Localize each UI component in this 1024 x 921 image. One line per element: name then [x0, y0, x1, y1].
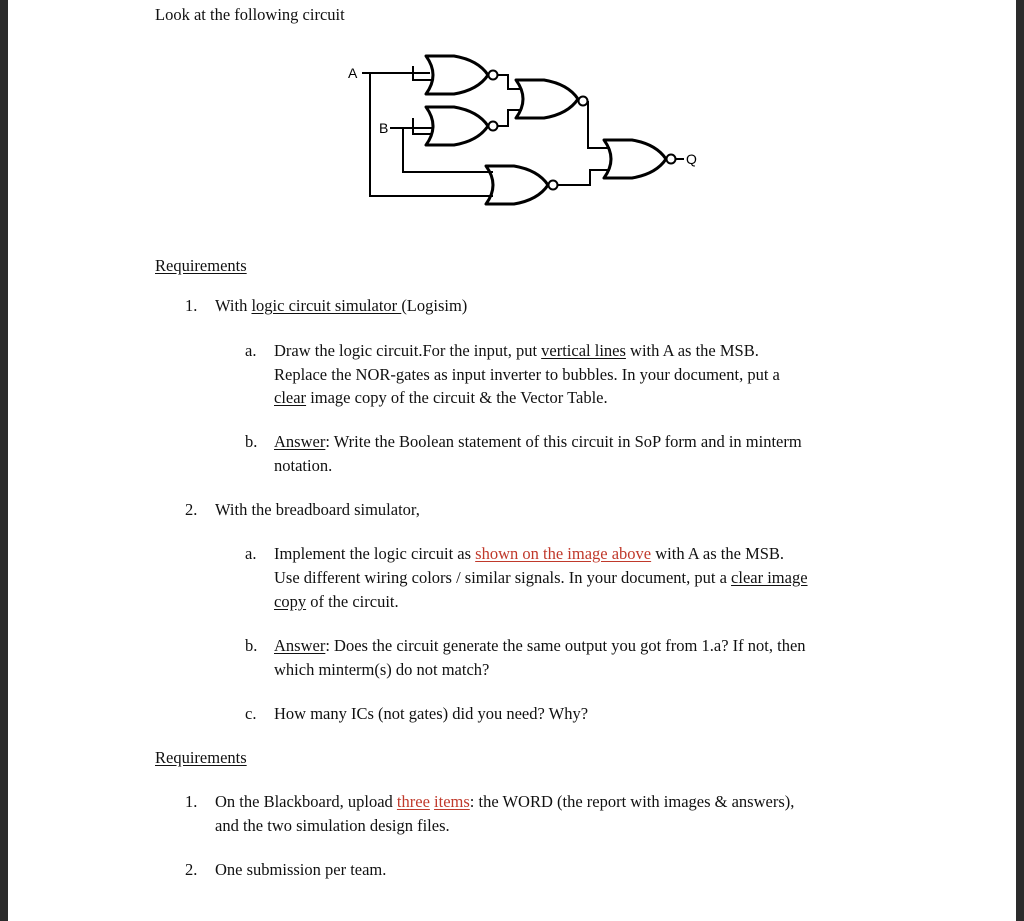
- item-1b-line-2: notation.: [274, 456, 333, 475]
- nor-gate-1: [426, 56, 488, 94]
- answer-link[interactable]: Answer: [274, 636, 326, 655]
- answer-link[interactable]: Answer: [274, 432, 326, 451]
- section-title: Requirements: [155, 256, 247, 275]
- item-1-text: With logic circuit simulator (Logisim): [215, 296, 468, 315]
- wire: [413, 118, 432, 134]
- clear-image-link[interactable]: clear image: [731, 568, 808, 587]
- item-number: 2.: [185, 500, 198, 519]
- logic-simulator-link[interactable]: logic circuit simulator: [251, 296, 402, 315]
- item-1b-line-1: Answer: Write the Boolean statement of this circuit in SoP form and in minterm: [274, 432, 802, 451]
- item-2b-line-2: which minterm(s) do not match?: [274, 660, 490, 679]
- sub-marker: b.: [245, 636, 258, 655]
- inverter-bubble: [549, 181, 558, 190]
- heading: Look at the following circuit: [155, 5, 345, 24]
- label-q: Q: [686, 151, 697, 167]
- document-page: [8, 0, 1016, 921]
- nor-gate-3: [516, 80, 578, 118]
- item-2b-line-1: Answer: Does the circuit generate the same output you got from 1.a? If not, then: [274, 636, 806, 655]
- nor-gate-4: [486, 166, 548, 204]
- label-b: B: [379, 120, 389, 136]
- item-2a-line-3: copy of the circuit.: [274, 592, 399, 611]
- nor-gate-5: [604, 140, 666, 178]
- submission-text: One submission per team.: [215, 860, 387, 879]
- items-link[interactable]: items: [434, 792, 470, 811]
- inverter-bubble: [579, 97, 588, 106]
- image-above-link[interactable]: shown on the image above: [475, 544, 652, 563]
- item-number: 1.: [185, 296, 198, 315]
- label-a: A: [348, 65, 358, 81]
- item-1a-line-1: Draw the logic circuit.For the input, put vertical lines with A as the MSB.: [274, 341, 759, 360]
- sub-marker: a.: [245, 341, 257, 360]
- upload-line-1: On the Blackboard, upload three items: the WORD (the report with images & answers),: [215, 792, 795, 811]
- item-1a-line-2: Replace the NOR-gates as input inverter to bubbles. In your document, put a: [274, 365, 780, 384]
- copy-link[interactable]: copy: [274, 592, 307, 611]
- item-2-text: With the breadboard simulator,: [215, 500, 420, 519]
- item-2a-line-2: Use different wiring colors / similar signals. In your document, put a clear image: [274, 568, 808, 587]
- wire: [558, 170, 610, 185]
- inverter-bubble: [667, 155, 676, 164]
- circuit-diagram: [328, 44, 708, 214]
- inverter-bubble: [489, 122, 498, 131]
- nor-gate-2: [426, 107, 488, 145]
- inverter-bubble: [489, 71, 498, 80]
- sub-marker: a.: [245, 544, 257, 563]
- upload-line-2: and the two simulation design files.: [215, 816, 450, 835]
- three-link[interactable]: three: [396, 792, 430, 811]
- sub-marker: b.: [245, 432, 258, 451]
- clear-link[interactable]: clear: [274, 388, 307, 407]
- item-2a-line-1: Implement the logic circuit as shown on the image above with A as the MSB.: [274, 544, 785, 563]
- section-title: Requirements: [155, 748, 247, 767]
- item-1a-line-3: clear image copy of the circuit & the Vector Table.: [274, 388, 608, 407]
- sub-marker: c.: [245, 704, 257, 723]
- vertical-lines-link[interactable]: vertical lines: [541, 341, 626, 360]
- item-2c-text: How many ICs (not gates) did you need? Why?: [274, 704, 589, 723]
- item-number: 2.: [185, 860, 198, 879]
- item-number: 1.: [185, 792, 198, 811]
